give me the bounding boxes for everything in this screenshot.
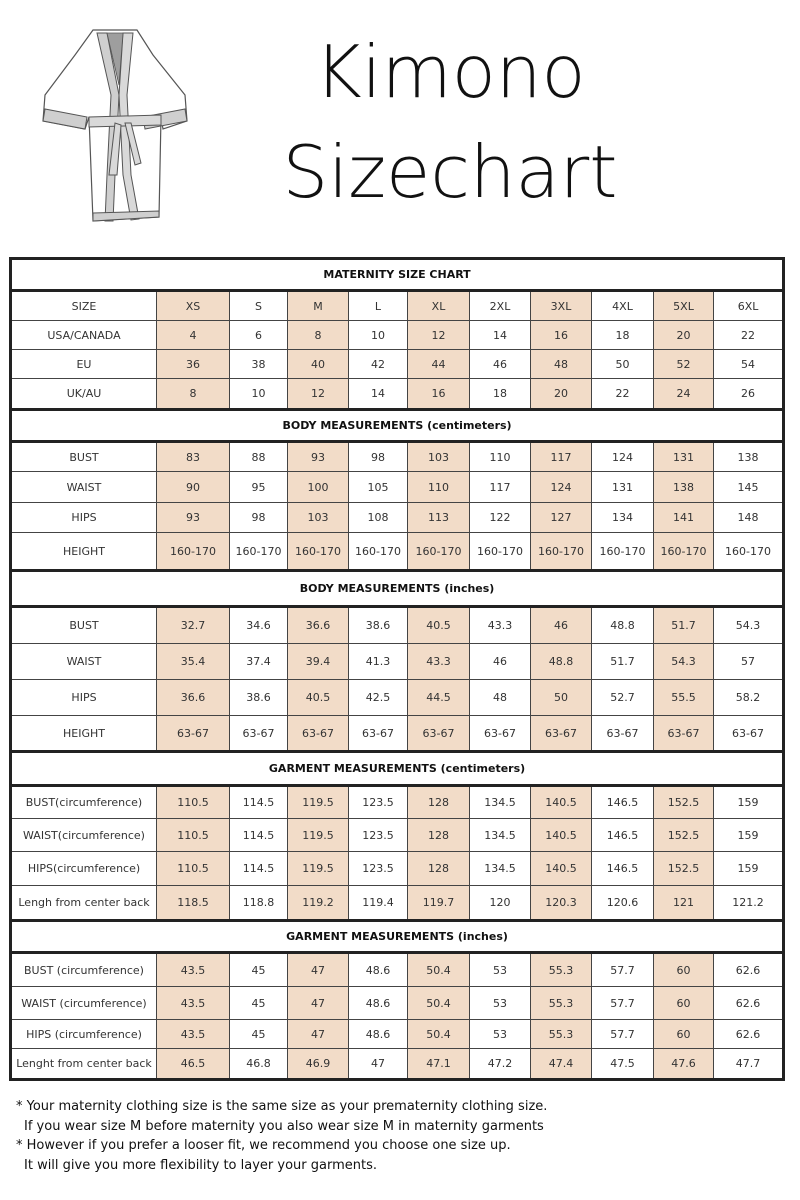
table-cell: 63-67 bbox=[230, 716, 288, 752]
table-cell: 113 bbox=[408, 503, 470, 533]
table-cell: 46.9 bbox=[288, 1049, 349, 1080]
table-row bbox=[11, 472, 784, 503]
table-row bbox=[11, 607, 784, 644]
table-cell: 47.4 bbox=[531, 1049, 592, 1080]
table-cell: 36 bbox=[157, 350, 230, 379]
table-cell: 2XL bbox=[470, 291, 531, 321]
table-cell: 123.5 bbox=[349, 819, 408, 852]
table-cell: 26 bbox=[714, 379, 784, 410]
row-label: BUST bbox=[11, 607, 157, 644]
table-row bbox=[11, 987, 784, 1020]
table-cell: 83 bbox=[157, 442, 230, 472]
table-cell: 160-170 bbox=[157, 533, 230, 571]
table-cell: 148 bbox=[714, 503, 784, 533]
table-cell: 3XL bbox=[531, 291, 592, 321]
table-cell: 48.8 bbox=[592, 607, 654, 644]
table-cell: 47.5 bbox=[592, 1049, 654, 1080]
table-cell: 145 bbox=[714, 472, 784, 503]
kimono-illustration bbox=[35, 25, 195, 230]
table-cell: 114.5 bbox=[230, 852, 288, 886]
table-cell: L bbox=[349, 291, 408, 321]
table-cell: 110.5 bbox=[157, 852, 230, 886]
table-row bbox=[11, 350, 784, 379]
row-label: WAIST bbox=[11, 472, 157, 503]
table-cell: 128 bbox=[408, 852, 470, 886]
section-title: GARMENT MEASUREMENTS (inches) bbox=[11, 921, 784, 953]
table-cell: 53 bbox=[470, 987, 531, 1020]
table-cell: 18 bbox=[470, 379, 531, 410]
row-label: Lenght from center back bbox=[11, 1049, 157, 1080]
table-cell: 53 bbox=[470, 1020, 531, 1049]
table-cell: 118.5 bbox=[157, 886, 230, 921]
table-cell: 160-170 bbox=[654, 533, 714, 571]
table-cell: 123.5 bbox=[349, 852, 408, 886]
table-cell: 60 bbox=[654, 1020, 714, 1049]
table-cell: XS bbox=[157, 291, 230, 321]
table-cell: 47.7 bbox=[714, 1049, 784, 1080]
section-header bbox=[11, 571, 784, 607]
table-cell: 51.7 bbox=[654, 607, 714, 644]
table-cell: 50.4 bbox=[408, 1020, 470, 1049]
row-label: WAIST (circumference) bbox=[11, 987, 157, 1020]
table-cell: 119.2 bbox=[288, 886, 349, 921]
table-cell: 43.5 bbox=[157, 953, 230, 987]
table-cell: 98 bbox=[230, 503, 288, 533]
table-cell: 52 bbox=[654, 350, 714, 379]
table-cell: 134.5 bbox=[470, 786, 531, 819]
table-cell: 12 bbox=[408, 321, 470, 350]
table-cell: 51.7 bbox=[592, 644, 654, 680]
section-header bbox=[11, 752, 784, 786]
table-cell: 63-67 bbox=[654, 716, 714, 752]
table-cell: 55.3 bbox=[531, 1020, 592, 1049]
table-cell: 120.3 bbox=[531, 886, 592, 921]
table-cell: 54.3 bbox=[714, 607, 784, 644]
table-cell: 38.6 bbox=[230, 680, 288, 716]
table-cell: 63-67 bbox=[531, 716, 592, 752]
table-cell: 16 bbox=[408, 379, 470, 410]
row-label: BUST (circumference) bbox=[11, 953, 157, 987]
table-cell: 58.2 bbox=[714, 680, 784, 716]
table-cell: 108 bbox=[349, 503, 408, 533]
table-cell: 110 bbox=[470, 442, 531, 472]
table-row bbox=[11, 321, 784, 350]
table-cell: 12 bbox=[288, 379, 349, 410]
table-cell: 36.6 bbox=[157, 680, 230, 716]
table-cell: 46 bbox=[531, 607, 592, 644]
table-cell: 40.5 bbox=[288, 680, 349, 716]
table-cell: 146.5 bbox=[592, 786, 654, 819]
table-cell: 62.6 bbox=[714, 987, 784, 1020]
table-cell: 48 bbox=[531, 350, 592, 379]
table-cell: 138 bbox=[654, 472, 714, 503]
footnote-3: * However if you prefer a looser fit, we recommend you choose one size up. bbox=[16, 1138, 511, 1153]
table-cell: 46 bbox=[470, 350, 531, 379]
table-cell: 63-67 bbox=[408, 716, 470, 752]
table-cell: 119.7 bbox=[408, 886, 470, 921]
table-row bbox=[11, 644, 784, 680]
table-cell: 131 bbox=[592, 472, 654, 503]
table-cell: 103 bbox=[288, 503, 349, 533]
table-cell: 47 bbox=[349, 1049, 408, 1080]
table-cell: 47 bbox=[288, 987, 349, 1020]
table-cell: 152.5 bbox=[654, 819, 714, 852]
table-cell: 141 bbox=[654, 503, 714, 533]
table-cell: 160-170 bbox=[230, 533, 288, 571]
table-cell: 34.6 bbox=[230, 607, 288, 644]
table-cell: 57 bbox=[714, 644, 784, 680]
table-cell: 160-170 bbox=[531, 533, 592, 571]
table-row bbox=[11, 786, 784, 819]
table-row bbox=[11, 716, 784, 752]
table-cell: 105 bbox=[349, 472, 408, 503]
size-table bbox=[9, 257, 785, 1081]
table-cell: 93 bbox=[288, 442, 349, 472]
table-cell: 117 bbox=[470, 472, 531, 503]
table-row bbox=[11, 886, 784, 921]
table-cell: 22 bbox=[714, 321, 784, 350]
table-cell: 48.6 bbox=[349, 987, 408, 1020]
table-cell: 60 bbox=[654, 987, 714, 1020]
table-cell: 14 bbox=[470, 321, 531, 350]
table-cell: 159 bbox=[714, 852, 784, 886]
table-cell: 42 bbox=[349, 350, 408, 379]
table-cell: 53 bbox=[470, 953, 531, 987]
table-cell: 50.4 bbox=[408, 953, 470, 987]
table-cell: 43.3 bbox=[408, 644, 470, 680]
table-cell: 159 bbox=[714, 786, 784, 819]
title-line-2: Sizechart bbox=[282, 130, 618, 214]
table-cell: 131 bbox=[654, 442, 714, 472]
section-header bbox=[11, 921, 784, 953]
table-cell: 124 bbox=[592, 442, 654, 472]
table-cell: 48.6 bbox=[349, 953, 408, 987]
table-row bbox=[11, 680, 784, 716]
table-cell: 54.3 bbox=[654, 644, 714, 680]
row-label: UK/AU bbox=[11, 379, 157, 410]
table-cell: 63-67 bbox=[470, 716, 531, 752]
row-label: HIPS bbox=[11, 680, 157, 716]
table-cell: 35.4 bbox=[157, 644, 230, 680]
table-cell: 46.5 bbox=[157, 1049, 230, 1080]
table-cell: 114.5 bbox=[230, 819, 288, 852]
table-cell: XL bbox=[408, 291, 470, 321]
table-cell: 159 bbox=[714, 819, 784, 852]
table-cell: 62.6 bbox=[714, 953, 784, 987]
table-cell: 118.8 bbox=[230, 886, 288, 921]
table-cell: 45 bbox=[230, 987, 288, 1020]
table-cell: 43.3 bbox=[470, 607, 531, 644]
table-cell: 60 bbox=[654, 953, 714, 987]
table-cell: 46 bbox=[470, 644, 531, 680]
table-cell: 88 bbox=[230, 442, 288, 472]
section-title: GARMENT MEASUREMENTS (centimeters) bbox=[11, 752, 784, 786]
table-row bbox=[11, 953, 784, 987]
table-cell: 160-170 bbox=[470, 533, 531, 571]
table-cell: 95 bbox=[230, 472, 288, 503]
table-cell: 120.6 bbox=[592, 886, 654, 921]
table-cell: 16 bbox=[531, 321, 592, 350]
table-cell: 63-67 bbox=[714, 716, 784, 752]
table-cell: 140.5 bbox=[531, 852, 592, 886]
table-cell: 121.2 bbox=[714, 886, 784, 921]
row-label: WAIST bbox=[11, 644, 157, 680]
table-cell: 55.5 bbox=[654, 680, 714, 716]
table-cell: 55.3 bbox=[531, 953, 592, 987]
table-cell: 46.8 bbox=[230, 1049, 288, 1080]
table-cell: 100 bbox=[288, 472, 349, 503]
table-cell: 128 bbox=[408, 819, 470, 852]
table-cell: 50 bbox=[531, 680, 592, 716]
footnote-2: If you wear size M before maternity you also wear size M in maternity garments bbox=[24, 1118, 544, 1134]
table-cell: 152.5 bbox=[654, 852, 714, 886]
table-cell: 47 bbox=[288, 953, 349, 987]
table-cell: 124 bbox=[531, 472, 592, 503]
table-cell: 121 bbox=[654, 886, 714, 921]
table-cell: 43.5 bbox=[157, 1020, 230, 1049]
row-label: HIPS(circumference) bbox=[11, 852, 157, 886]
table-cell: 57.7 bbox=[592, 987, 654, 1020]
table-cell: 63-67 bbox=[349, 716, 408, 752]
table-cell: 4 bbox=[157, 321, 230, 350]
table-cell: 32.7 bbox=[157, 607, 230, 644]
table-cell: 20 bbox=[654, 321, 714, 350]
table-cell: 57.7 bbox=[592, 953, 654, 987]
table-cell: 10 bbox=[349, 321, 408, 350]
table-cell: 18 bbox=[592, 321, 654, 350]
table-cell: 138 bbox=[714, 442, 784, 472]
table-cell: 152.5 bbox=[654, 786, 714, 819]
table-cell: 98 bbox=[349, 442, 408, 472]
table-cell: 63-67 bbox=[288, 716, 349, 752]
table-cell: 42.5 bbox=[349, 680, 408, 716]
table-row bbox=[11, 852, 784, 886]
table-cell: 134 bbox=[592, 503, 654, 533]
table-cell: 4XL bbox=[592, 291, 654, 321]
table-cell: 50 bbox=[592, 350, 654, 379]
footnotes bbox=[16, 1097, 786, 1175]
section-header bbox=[11, 410, 784, 442]
table-cell: 90 bbox=[157, 472, 230, 503]
header bbox=[0, 0, 800, 250]
table-cell: 54 bbox=[714, 350, 784, 379]
table-cell: 44.5 bbox=[408, 680, 470, 716]
table-cell: 47.6 bbox=[654, 1049, 714, 1080]
table-cell: 55.3 bbox=[531, 987, 592, 1020]
table-cell: 48.6 bbox=[349, 1020, 408, 1049]
table-cell: 22 bbox=[592, 379, 654, 410]
table-cell: 36.6 bbox=[288, 607, 349, 644]
size-chart bbox=[9, 257, 782, 1081]
table-cell: 37.4 bbox=[230, 644, 288, 680]
row-label: BUST bbox=[11, 442, 157, 472]
table-cell: 38 bbox=[230, 350, 288, 379]
table-cell: 146.5 bbox=[592, 852, 654, 886]
table-cell: 117 bbox=[531, 442, 592, 472]
table-cell: 140.5 bbox=[531, 786, 592, 819]
row-label: HEIGHT bbox=[11, 533, 157, 571]
table-row bbox=[11, 1049, 784, 1080]
table-cell: 10 bbox=[230, 379, 288, 410]
table-cell: 110.5 bbox=[157, 786, 230, 819]
table-row bbox=[11, 503, 784, 533]
table-cell: 114.5 bbox=[230, 786, 288, 819]
table-row bbox=[11, 291, 784, 321]
table-cell: 38.6 bbox=[349, 607, 408, 644]
table-cell: 63-67 bbox=[157, 716, 230, 752]
table-cell: 43.5 bbox=[157, 987, 230, 1020]
table-cell: 5XL bbox=[654, 291, 714, 321]
table-cell: 63-67 bbox=[592, 716, 654, 752]
table-cell: 119.4 bbox=[349, 886, 408, 921]
table-cell: 47.1 bbox=[408, 1049, 470, 1080]
table-cell: 47 bbox=[288, 1020, 349, 1049]
table-cell: 93 bbox=[157, 503, 230, 533]
table-cell: 119.5 bbox=[288, 786, 349, 819]
table-cell: 127 bbox=[531, 503, 592, 533]
table-cell: 160-170 bbox=[349, 533, 408, 571]
row-label: BUST(circumference) bbox=[11, 786, 157, 819]
table-cell: 39.4 bbox=[288, 644, 349, 680]
table-cell: 123.5 bbox=[349, 786, 408, 819]
table-row bbox=[11, 1020, 784, 1049]
table-cell: 110 bbox=[408, 472, 470, 503]
table-cell: 6XL bbox=[714, 291, 784, 321]
table-cell: 140.5 bbox=[531, 819, 592, 852]
table-cell: 160-170 bbox=[408, 533, 470, 571]
table-cell: 134.5 bbox=[470, 852, 531, 886]
row-label: HIPS (circumference) bbox=[11, 1020, 157, 1049]
table-cell: 24 bbox=[654, 379, 714, 410]
table-cell: 160-170 bbox=[714, 533, 784, 571]
table-cell: M bbox=[288, 291, 349, 321]
table-cell: 62.6 bbox=[714, 1020, 784, 1049]
table-cell: 160-170 bbox=[288, 533, 349, 571]
table-row bbox=[11, 379, 784, 410]
table-cell: 146.5 bbox=[592, 819, 654, 852]
row-label: USA/CANADA bbox=[11, 321, 157, 350]
table-cell: 119.5 bbox=[288, 819, 349, 852]
row-label: WAIST(circumference) bbox=[11, 819, 157, 852]
section-title: BODY MEASUREMENTS (inches) bbox=[11, 571, 784, 607]
row-label: HEIGHT bbox=[11, 716, 157, 752]
table-cell: 45 bbox=[230, 953, 288, 987]
table-cell: 122 bbox=[470, 503, 531, 533]
table-cell: 48.8 bbox=[531, 644, 592, 680]
table-cell: 52.7 bbox=[592, 680, 654, 716]
title-line-1: Kimono bbox=[314, 30, 586, 114]
row-label: EU bbox=[11, 350, 157, 379]
table-cell: 47.2 bbox=[470, 1049, 531, 1080]
table-cell: 44 bbox=[408, 350, 470, 379]
row-label: SIZE bbox=[11, 291, 157, 321]
table-row bbox=[11, 442, 784, 472]
table-cell: 14 bbox=[349, 379, 408, 410]
table-cell: 6 bbox=[230, 321, 288, 350]
section-title: BODY MEASUREMENTS (centimeters) bbox=[11, 410, 784, 442]
table-cell: 110.5 bbox=[157, 819, 230, 852]
table-cell: 40 bbox=[288, 350, 349, 379]
section-title: MATERNITY SIZE CHART bbox=[11, 259, 784, 291]
table-cell: 45 bbox=[230, 1020, 288, 1049]
table-cell: 128 bbox=[408, 786, 470, 819]
table-cell: 160-170 bbox=[592, 533, 654, 571]
row-label: HIPS bbox=[11, 503, 157, 533]
footnote-4: It will give you more flexibility to layer your garments. bbox=[24, 1157, 377, 1173]
table-cell: 119.5 bbox=[288, 852, 349, 886]
section-header bbox=[11, 259, 784, 291]
table-cell: 57.7 bbox=[592, 1020, 654, 1049]
table-cell: 103 bbox=[408, 442, 470, 472]
table-cell: 120 bbox=[470, 886, 531, 921]
table-cell: 20 bbox=[531, 379, 592, 410]
table-cell: 48 bbox=[470, 680, 531, 716]
table-cell: 8 bbox=[157, 379, 230, 410]
table-cell: S bbox=[230, 291, 288, 321]
table-cell: 40.5 bbox=[408, 607, 470, 644]
row-label: Lengh from center back bbox=[11, 886, 157, 921]
table-cell: 41.3 bbox=[349, 644, 408, 680]
table-row bbox=[11, 819, 784, 852]
table-row bbox=[11, 533, 784, 571]
table-cell: 134.5 bbox=[470, 819, 531, 852]
table-cell: 50.4 bbox=[408, 987, 470, 1020]
footnote-1: * Your maternity clothing size is the same size as your prematernity clothing size. bbox=[16, 1099, 548, 1114]
table-cell: 8 bbox=[288, 321, 349, 350]
